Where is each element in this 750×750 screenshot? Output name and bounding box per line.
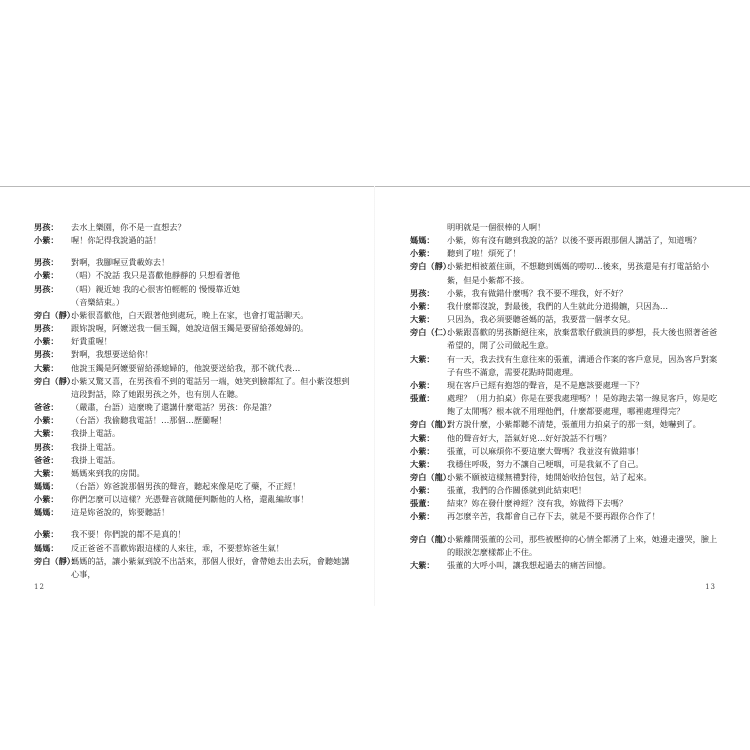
dialogue-text: 小紫把相被蓋住頭，不想聽到媽媽的嘮叨…後來，男孩還是有打電話給小紫，但是小紫都不接。 — [447, 261, 710, 285]
dialogue-line — [34, 480, 352, 493]
speaker-label: 男孩： — [34, 349, 59, 360]
speaker-label: 大紫： — [34, 467, 59, 478]
right-page — [375, 186, 750, 607]
dialogue-line — [34, 401, 352, 414]
speaker-label: 小紫： — [34, 235, 59, 246]
dialogue-text: 他說玉鐲是阿嬤要留給孫媳婦的，他說要送給我，那不就代表… — [71, 362, 301, 373]
speaker-label: 張董： — [410, 393, 435, 404]
speaker-label: 男孩： — [34, 222, 59, 232]
dialogue-line — [34, 506, 352, 519]
dialogue-text: 我穩住呼吸，努力不讓自己哽咽，可是我氣不了自己。 — [447, 458, 644, 469]
dialogue-text: 你們怎麼可以這樣？光憑聲音就隨便判斷他的人格，還亂編故事！ — [71, 494, 309, 505]
speaker-label: 小紫： — [34, 494, 59, 505]
speaker-label: 大紫： — [34, 362, 59, 373]
dialogue-line — [410, 392, 720, 418]
dialogue-line — [34, 283, 352, 296]
dialogue-line — [410, 234, 720, 247]
dialogue-line — [410, 313, 720, 326]
dialogue-text: （台語）妳爸說那個男孩的聲音，聽起來像是吃了藥，不正經！ — [71, 480, 301, 491]
dialogue-line — [410, 484, 720, 497]
speaker-label: 男孩： — [34, 283, 59, 294]
dialogue-text: 這是妳爸說的，妳要聽話！ — [71, 507, 170, 518]
dialogue-text: 明明就是一個很棒的人啊！ — [447, 222, 546, 232]
dialogue-line — [34, 296, 352, 309]
dialogue-text: 我掛上電話。 — [71, 454, 121, 465]
dialogue-text: 小紫，妳有沒有聽到我說的話？以後不要再跟那個人講話了，知道嗎？ — [447, 235, 701, 246]
dialogue-line — [34, 555, 352, 581]
speaker-label: 旁白（仁）： — [410, 327, 456, 338]
dialogue-line — [410, 559, 720, 572]
dialogue-text: 去水上樂園，你不是一直想去？ — [71, 222, 186, 232]
speaker-label: 男孩： — [34, 323, 59, 334]
dialogue-line — [410, 418, 720, 431]
dialogue-line — [34, 454, 352, 467]
dialogue-text: 我掛上電話。 — [71, 428, 121, 439]
speaker-label — [34, 296, 71, 309]
dialogue-text: 好貴重喔！ — [71, 336, 112, 347]
speaker-label: 小紫： — [34, 529, 59, 540]
speaker-label: 男孩： — [34, 257, 59, 268]
dialogue-line — [34, 414, 352, 427]
speaker-label: 張董： — [410, 498, 435, 509]
dialogue-line — [410, 287, 720, 300]
dialogue-line — [34, 375, 352, 401]
dialogue-line — [410, 326, 720, 352]
speaker-label: 大紫： — [410, 314, 435, 325]
speaker-label: 媽媽： — [34, 542, 59, 553]
dialogue-text: 聽到了啦！煩死了！ — [447, 248, 521, 259]
dialogue-text: 我掛上電話。 — [71, 441, 121, 452]
dialogue-text: 有一天，我去找有生意往來的張董，溝通合作案的客戶意見，因為客戶對案子有些不滿意，需要花點時間處理。 — [447, 353, 718, 377]
speaker-label: 媽媽： — [34, 480, 59, 491]
speaker-label: 媽媽： — [410, 235, 435, 246]
dialogue-line — [410, 533, 720, 559]
right-page-number: 13 — [705, 583, 716, 591]
speaker-label: 旁白（靜）： — [34, 309, 80, 320]
speaker-label: 大紫： — [34, 428, 59, 439]
dialogue-line — [410, 379, 720, 392]
dialogue-text: 對啊，我想要送給你！ — [71, 349, 153, 360]
dialogue-line — [34, 221, 352, 234]
dialogue-line — [410, 445, 720, 458]
dialogue-text: 小紫不願被這樣無禮對待，她開始收拾包包，站了起來。 — [447, 471, 652, 482]
dialogue-text: （唱）親近她 我的心很害怕輕輕的 慢慢靠近她 — [71, 283, 240, 294]
right-text-column — [410, 221, 720, 572]
dialogue-text: 我不要！你們說的都不是真的！ — [71, 529, 186, 540]
dialogue-text: 對啊，我腳喔豆貴載妳去！ — [71, 257, 170, 268]
dialogue-line — [34, 269, 352, 282]
speaker-label: 男孩： — [410, 287, 435, 298]
paragraph-gap — [410, 524, 720, 533]
speaker-label: 旁白（靜）： — [34, 555, 80, 566]
dialogue-text: 喔！你記得我說過的話！ — [71, 235, 162, 246]
speaker-label: 小紫： — [410, 248, 435, 259]
dialogue-text: （台語）我偷聽我電話！…那個…歷蘭喔！ — [71, 415, 227, 426]
speaker-label: 大紫： — [410, 559, 435, 570]
speaker-label: 爸爸： — [34, 402, 59, 413]
dialogue-line — [34, 528, 352, 541]
dialogue-text: （唱）不說話 我只是喜歡他靜靜的 只想看著他 — [71, 270, 240, 281]
dialogue-text: 對方說什麼，小紫都聽不清楚，張董用力拍桌子的那一刻，她嚇到了。 — [447, 419, 701, 430]
left-page-number: 12 — [34, 583, 45, 591]
dialogue-line — [34, 441, 352, 454]
dialogue-text: 我什麼都沒說，對最後，我們的人生就此分道揚鑣，只因為… — [447, 300, 669, 311]
dialogue-text: 反正爸爸不喜歡妳跟這樣的人來往，乖，不要惹妳爸生氣！ — [71, 542, 284, 553]
dialogue-line — [410, 260, 720, 286]
dialogue-text: 小紫跟喜歡的男孩斷絕往來，放棄當歌仔戲演員的夢想，長大後也照著爸爸希望的，開了公司做起生意。 — [447, 327, 718, 351]
dialogue-text: 小紫又驚又喜，在男孩看不到的電話另一端，她笑到臉都紅了。但小紫沒想到這段對話，除了她跟男孩之外，也有別人在聽。 — [71, 375, 350, 399]
dialogue-line — [34, 348, 352, 361]
dialogue-text: 張董，我們的合作關係就到此結束吧！ — [447, 485, 587, 496]
speaker-label: 大紫： — [410, 432, 435, 443]
dialogue-text: （音樂結束。） — [71, 296, 125, 307]
dialogue-text: 小紫，我有做錯什麼嗎？我不要不理我，好不好？ — [447, 287, 628, 298]
dialogue-line — [34, 234, 352, 247]
dialogue-line — [410, 300, 720, 313]
dialogue-text: 跟妳說喔，阿嬤送我一個玉鐲，她說這個玉鐲是要留給孫媳婦的。 — [71, 323, 309, 334]
dialogue-line — [410, 510, 720, 523]
left-text-column — [34, 221, 352, 581]
speaker-label: 小紫： — [34, 415, 59, 426]
speaker-label: 小紫： — [410, 511, 435, 522]
dialogue-line — [410, 221, 720, 234]
dialogue-text: 小紫很喜歡他，白天跟著他到處玩，晚上在家，也會打電話聊天。 — [71, 309, 309, 320]
dialogue-text: 再怎麼辛苦，我都會自己存下去，就是不要再跟你合作了！ — [447, 511, 660, 522]
dialogue-text: （嚴肅，台語）這麼晚了還講什麼電話？男孩：你是誰？ — [71, 402, 276, 413]
dialogue-line — [34, 427, 352, 440]
paragraph-gap — [34, 519, 352, 528]
dialogue-line — [34, 256, 352, 269]
dialogue-text: 現在客戶已經有抱怨的聲音，是不是應該要處理一下？ — [447, 379, 644, 390]
speaker-label: 小紫： — [410, 379, 435, 390]
dialogue-text: 結束？妳在發什麼神經？沒有我，妳做得下去嗎？ — [447, 498, 628, 509]
speaker-label: 媽媽： — [34, 507, 59, 518]
speaker-label: 大紫： — [410, 353, 435, 364]
dialogue-line — [34, 322, 352, 335]
speaker-label: 旁白（龍）： — [410, 471, 456, 482]
speaker-label: 小紫： — [34, 270, 59, 281]
dialogue-text: 媽媽的話，讓小紫氣到說不出話來，那個人很好，會帶她去出去玩，會聽她講心事， — [71, 555, 350, 579]
dialogue-line — [34, 362, 352, 375]
dialogue-text: 張董的大呼小叫，讓我想起過去的痛苦回憶。 — [447, 559, 611, 570]
dialogue-text: 處理？（用力拍桌）你是在要我處理嗎？！是妳跑去第一線見客戶，妳是吃飽了太閒嗎？根本就不用理他們，什麼都要處理，哪裡處理得完？ — [447, 393, 718, 417]
dialogue-text: 他的聲音好大，語氣好兇…好好說話不行嗎？ — [447, 432, 611, 443]
speaker-label: 大紫： — [410, 458, 435, 469]
speaker-label: 男孩： — [34, 441, 59, 452]
dialogue-text: 小紫離開張董的公司，那些被壓抑的心情全都湧了上來，她邊走邊哭，臉上的眼淚怎麼樣都止不住。 — [447, 533, 718, 557]
speaker-label: 旁白（龍）： — [410, 533, 456, 544]
dialogue-line — [34, 493, 352, 506]
dialogue-line — [34, 309, 352, 322]
speaker-label: 旁白（靜）： — [34, 375, 80, 386]
dialogue-line — [34, 335, 352, 348]
dialogue-text: 媽媽來到我的房間。 — [71, 467, 145, 478]
dialogue-line — [410, 353, 720, 379]
dialogue-line — [410, 458, 720, 471]
dialogue-line — [410, 247, 720, 260]
dialogue-line — [410, 432, 720, 445]
dialogue-text: 張董，可以麻煩你不要這麼大聲嗎？我並沒有做錯事！ — [447, 445, 644, 456]
speaker-label: 小紫： — [410, 445, 435, 456]
speaker-label: 小紫： — [410, 485, 435, 496]
speaker-label: 小紫： — [34, 336, 59, 347]
dialogue-text: 只因為，我必須要聽爸媽的話，我要當一個孝女兒。 — [447, 314, 636, 325]
paragraph-gap — [34, 247, 352, 256]
speaker-label: 旁白（靜）： — [410, 261, 456, 272]
speaker-label: 旁白（龍）： — [410, 419, 456, 430]
dialogue-line — [34, 542, 352, 555]
dialogue-line — [410, 471, 720, 484]
dialogue-line — [410, 497, 720, 510]
speaker-label: 小紫： — [410, 300, 435, 311]
speaker-label: 爸爸： — [34, 454, 59, 465]
left-page — [0, 186, 375, 607]
dialogue-line — [34, 467, 352, 480]
